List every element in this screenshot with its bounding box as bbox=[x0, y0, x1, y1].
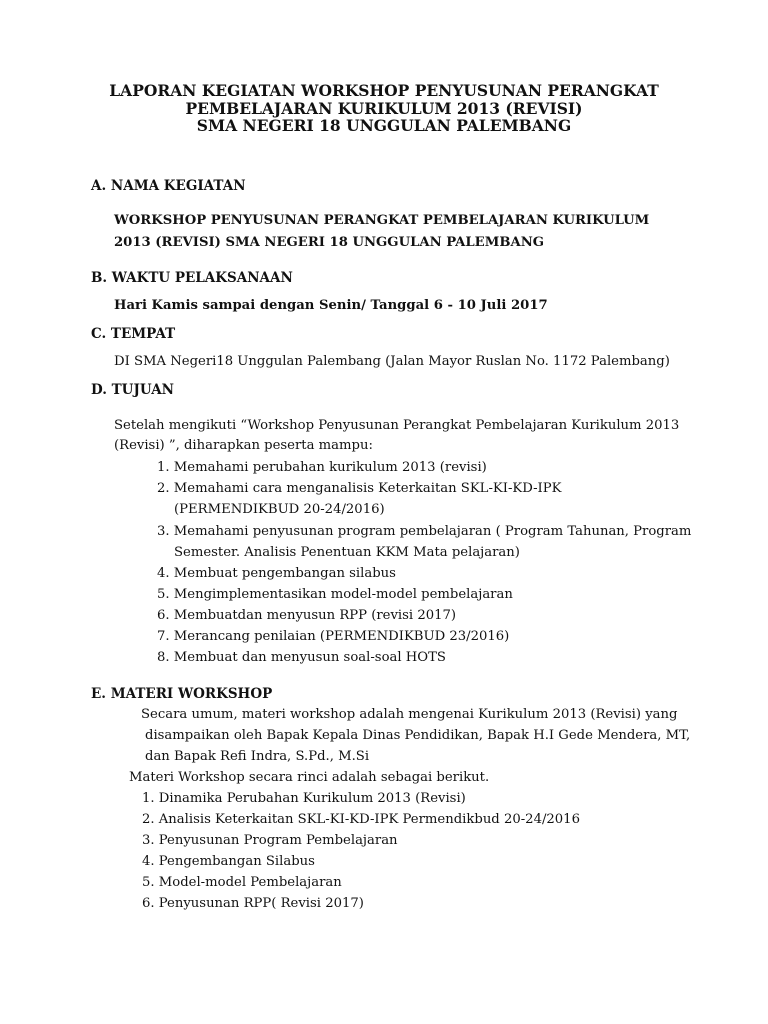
section-a-heading: A. NAMA KEGIATAN bbox=[91, 178, 246, 194]
section-d-heading: D. TUJUAN bbox=[91, 382, 175, 398]
section-d-intro-2: (Revisi) ”, diharapkan peserta mampu: bbox=[114, 438, 373, 453]
section-e-heading: E. MATERI WORKSHOP bbox=[91, 686, 273, 702]
section-e-paragraph-line-3: dan Bapak Refi Indra, S.Pd., M.Si bbox=[145, 749, 370, 764]
section-e-paragraph-line-1: Secara umum, materi workshop adalah mengenai Kurikulum 2013 (Revisi) yang bbox=[141, 707, 678, 722]
list-item-continuation: (PERMENDIKBUD 20-24/2016) bbox=[174, 502, 385, 517]
list-item: 5. Model-model Pembelajaran bbox=[142, 875, 342, 890]
section-e-paragraph-line-2: disampaikan oleh Bapak Kepala Dinas Pendidikan, Bapak H.I Gede Mendera, MT, bbox=[145, 728, 691, 743]
report-title bbox=[0, 82, 768, 135]
list-item-continuation: Semester. Analisis Penentuan KKM Mata pelajaran) bbox=[174, 545, 520, 560]
section-a-line-2: 2013 (REVISI) SMA NEGERI 18 UNGGULAN PALEMBANG bbox=[114, 235, 545, 250]
title-line-1: LAPORAN KEGIATAN WORKSHOP PENYUSUNAN PERANGKAT bbox=[109, 81, 659, 100]
section-c-text: DI SMA Negeri18 Unggulan Palembang (Jalan Mayor Ruslan No. 1172 Palembang) bbox=[114, 354, 670, 369]
list-item: 4. Pengembangan Silabus bbox=[142, 854, 315, 869]
list-item: 5. Mengimplementasikan model-model pembelajaran bbox=[157, 587, 513, 602]
list-item: 4. Membuat pengembangan silabus bbox=[157, 566, 396, 581]
section-b-text: Hari Kamis sampai dengan Senin/ Tanggal 6 - 10 Juli 2017 bbox=[114, 298, 548, 313]
section-c-heading: C. TEMPAT bbox=[91, 326, 176, 342]
title-line-3: SMA NEGERI 18 UNGGULAN PALEMBANG bbox=[196, 116, 572, 135]
section-a-line-1: WORKSHOP PENYUSUNAN PERANGKAT PEMBELAJARAN KURIKULUM bbox=[114, 213, 650, 228]
list-item: 1. Memahami perubahan kurikulum 2013 (revisi) bbox=[157, 460, 487, 475]
section-d-intro-1: Setelah mengikuti “Workshop Penyusunan Perangkat Pembelajaran Kurikulum 2013 bbox=[114, 418, 680, 433]
list-item: 7. Merancang penilaian (PERMENDIKBUD 23/2016) bbox=[157, 629, 510, 644]
list-item: 8. Membuat dan menyusun soal-soal HOTS bbox=[157, 650, 446, 665]
section-b-heading: B. WAKTU PELAKSANAAN bbox=[91, 270, 293, 286]
list-item: 1. Dinamika Perubahan Kurikulum 2013 (Revisi) bbox=[142, 791, 466, 806]
section-e-intro: Materi Workshop secara rinci adalah sebagai berikut. bbox=[129, 770, 490, 785]
list-item: 6. Membuatdan menyusun RPP (revisi 2017) bbox=[157, 608, 457, 623]
title-line-2: PEMBELAJARAN KURIKULUM 2013 (REVISI) bbox=[185, 98, 583, 118]
list-item: 2. Analisis Keterkaitan SKL-KI-KD-IPK Permendikbud 20-24/2016 bbox=[142, 812, 580, 827]
list-item: 3. Penyusunan Program Pembelajaran bbox=[142, 833, 398, 848]
list-item: 2. Memahami cara menganalisis Keterkaitan SKL-KI-KD-IPK bbox=[157, 481, 562, 496]
list-item: 6. Penyusunan RPP( Revisi 2017) bbox=[142, 896, 364, 911]
list-item: 3. Memahami penyusunan program pembelajaran ( Program Tahunan, Program bbox=[157, 524, 692, 539]
